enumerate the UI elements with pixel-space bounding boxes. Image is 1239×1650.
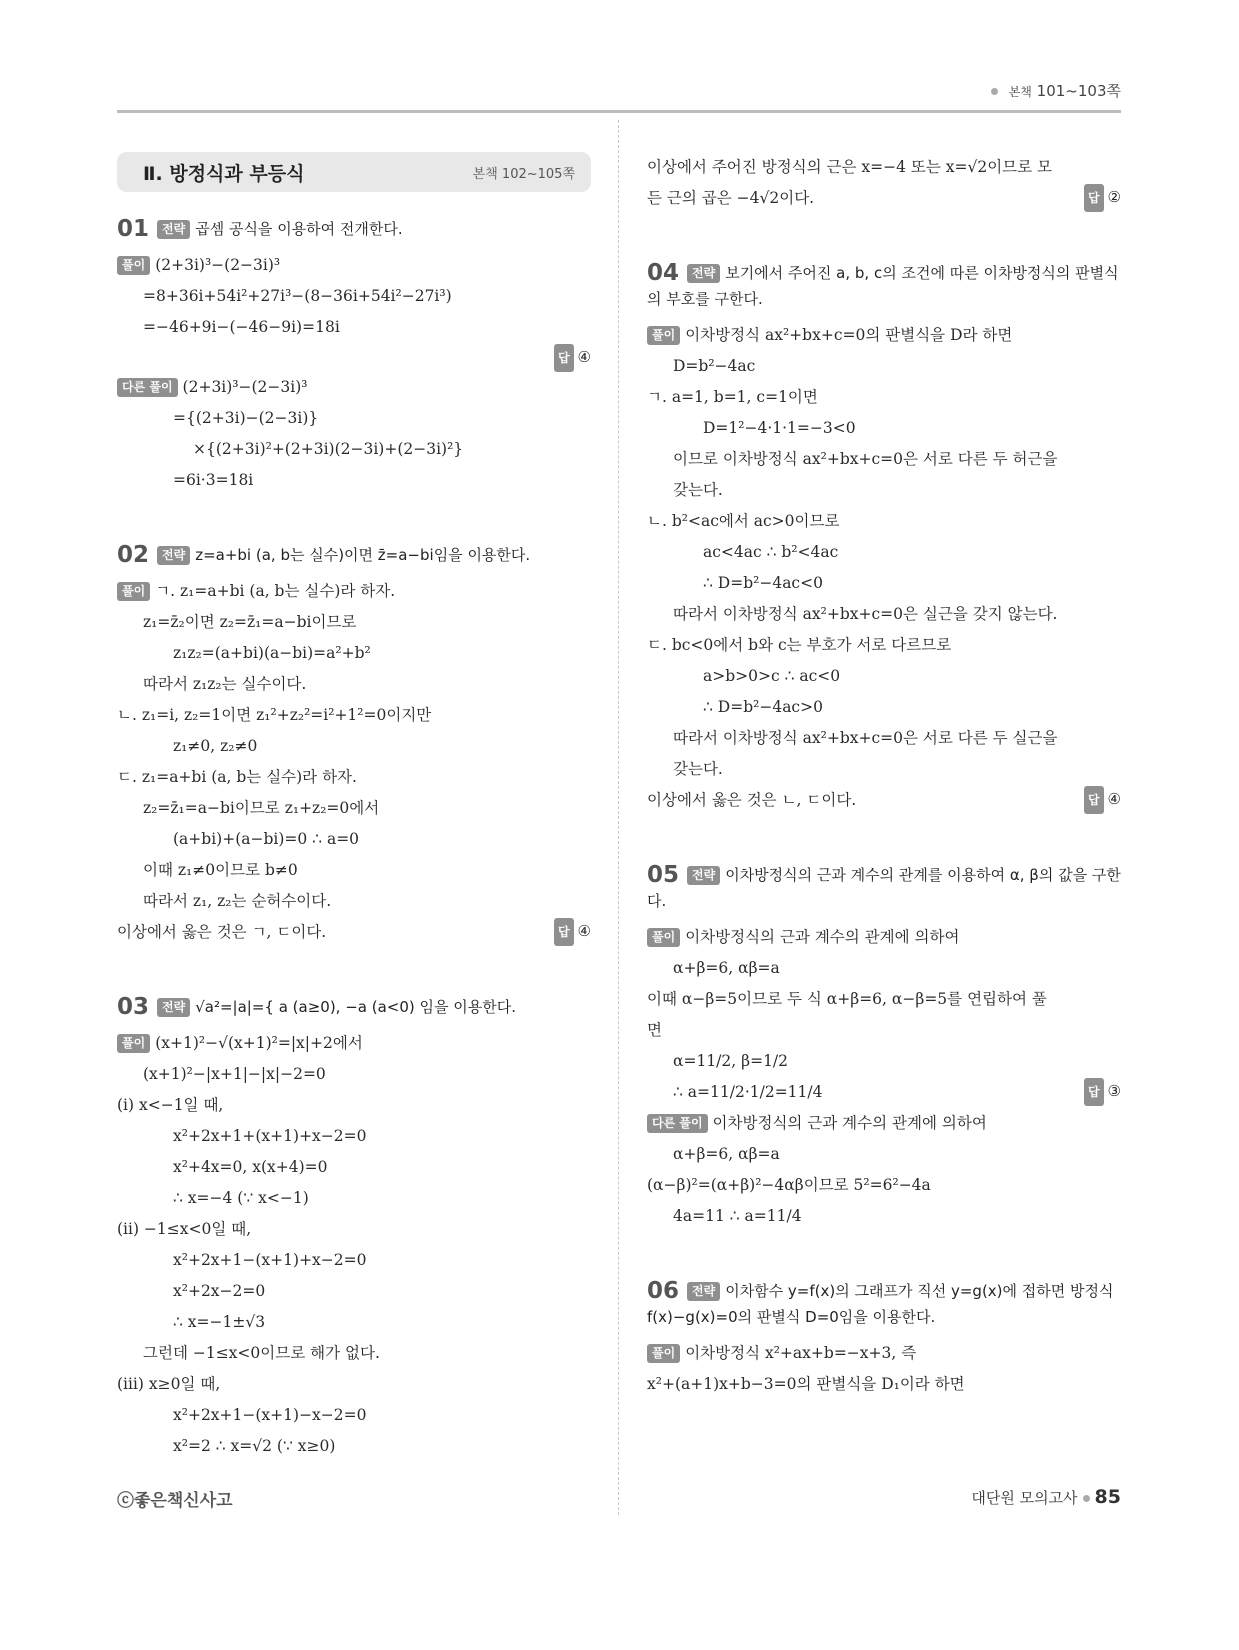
line-text: ㄷ. bc<0에서 b와 c는 부호가 서로 다르므로 <box>647 636 952 654</box>
strategy-tag: 전략 <box>687 1282 720 1301</box>
solution-line <box>117 1276 591 1307</box>
solution-line <box>117 855 591 886</box>
line-text: 그런데 −1≤x<0이므로 해가 없다. <box>143 1344 380 1362</box>
bullet-icon <box>1083 1495 1090 1502</box>
problem-05 <box>647 862 1121 1232</box>
solution-line <box>117 312 591 343</box>
solution-line <box>647 599 1121 630</box>
line-text: (2+3i)³−(2−3i)³ <box>155 256 281 274</box>
strategy-text: 이차함수 y=f(x)의 그래프가 직선 y=g(x)에 접하면 방정식 f(x)−g(x)=0의 판별식 D=0임을 이용한다. <box>647 1282 1114 1326</box>
solution-line <box>117 1121 591 1152</box>
strategy-text: √a²=|a|={ a (a≥0), −a (a<0) 임을 이용한다. <box>195 998 516 1016</box>
solution-line <box>647 1201 1121 1232</box>
solution-line <box>647 152 1121 183</box>
solution-line <box>117 1028 591 1059</box>
problem-04 <box>647 260 1121 816</box>
problem-cont <box>647 152 1121 214</box>
solution-line <box>117 824 591 855</box>
solution-line <box>647 320 1121 351</box>
solution-tag: 풀이 <box>117 256 150 275</box>
line-text: x²+2x+1−(x+1)−x−2=0 <box>173 1406 367 1424</box>
line-text: 이차방정식의 근과 계수의 관계에 의하여 <box>685 928 960 946</box>
solution-line <box>647 922 1121 953</box>
problem-number: 01 <box>117 216 150 242</box>
line-text: ∴ D=b²−4ac<0 <box>703 574 823 592</box>
publisher-logo: ⓒ좋은책신사고 <box>117 1491 233 1511</box>
problem-number: 03 <box>117 994 150 1020</box>
header-rule <box>117 110 1121 113</box>
answer-tag: 답 <box>1084 786 1104 814</box>
problem-01 <box>117 216 591 496</box>
line-text: D=b²−4ac <box>673 357 756 375</box>
line-text: α+β=6, αβ=a <box>673 1145 780 1163</box>
answer-tag: 답 <box>554 918 574 946</box>
solution-line <box>647 351 1121 382</box>
strategy-text: 이차방정식의 근과 계수의 관계를 이용하여 α, β의 값을 구한다. <box>647 866 1121 910</box>
chapter-banner <box>117 152 591 192</box>
line-text: =−46+9i−(−46−9i)=18i <box>143 318 340 336</box>
answer-value: ④ <box>577 348 591 366</box>
line-text: 이차방정식의 근과 계수의 관계에 의하여 <box>712 1114 987 1132</box>
line-text: (ⅰ) x<−1일 때, <box>117 1096 224 1114</box>
line-text: =6i·3=18i <box>173 471 254 489</box>
line-text: ×{(2+3i)²+(2+3i)(2−3i)+(2−3i)²} <box>193 440 464 458</box>
line-text: (ⅲ) x≥0일 때, <box>117 1375 221 1393</box>
solution-line <box>117 1090 591 1121</box>
answer-value: ④ <box>1107 790 1121 808</box>
solution-line <box>647 444 1121 475</box>
line-text: ∴ D=b²−4ac>0 <box>703 698 823 716</box>
answer-value: ④ <box>577 922 591 940</box>
solution-line <box>647 723 1121 754</box>
line-text: x²+2x+1−(x+1)+x−2=0 <box>173 1251 367 1269</box>
solution-line <box>647 537 1121 568</box>
solution-line <box>117 607 591 638</box>
solution-line <box>117 1152 591 1183</box>
solution-line <box>647 692 1121 723</box>
solution-line <box>117 372 591 403</box>
line-text: x²+2x−2=0 <box>173 1282 266 1300</box>
line-text: ㄷ. z₁=a+bi (a, b는 실수)라 하자. <box>117 768 357 786</box>
line-text: 4a=11 ∴ a=11/4 <box>673 1207 802 1225</box>
line-text: ={(2+3i)−(2−3i)} <box>173 409 319 427</box>
solution-line <box>117 1183 591 1214</box>
solution-tag: 풀이 <box>647 326 680 345</box>
page-reference: 본책 101~103쪽 <box>991 80 1121 101</box>
solution-line <box>647 1077 1121 1108</box>
solution-line <box>647 506 1121 537</box>
line-text: 따라서 z₁z₂는 실수이다. <box>143 675 307 693</box>
line-text: (2+3i)³−(2−3i)³ <box>182 378 308 396</box>
solution-line <box>117 638 591 669</box>
solution-line <box>117 576 591 607</box>
solution-line <box>117 1214 591 1245</box>
line-text: (α−β)²=(α+β)²−4αβ이므로 5²=6²−4a <box>647 1176 931 1194</box>
solution-line <box>647 984 1121 1015</box>
solution-line <box>117 917 591 948</box>
line-text: 면 <box>647 1021 662 1039</box>
line-text: x²+4x=0, x(x+4)=0 <box>173 1158 328 1176</box>
problem-header <box>647 862 1121 914</box>
strategy-text: z=a+bi (a, b는 실수)이면 z̄=a−bi임을 이용한다. <box>195 546 531 564</box>
solution-line <box>117 1307 591 1338</box>
chapter-pages: 본책 102~105쪽 <box>472 166 575 182</box>
column-divider <box>618 120 619 1515</box>
line-text: ac<4ac ∴ b²<4ac <box>703 543 839 561</box>
answer-value: ③ <box>1107 1082 1121 1100</box>
solution-line <box>647 382 1121 413</box>
line-text: a>b>0>c ∴ ac<0 <box>703 667 841 685</box>
solution-line <box>647 1046 1121 1077</box>
solution-line <box>647 1369 1121 1400</box>
answer-tag: 답 <box>1084 184 1104 212</box>
answer <box>117 343 591 372</box>
line-text: ㄱ. z₁=a+bi (a, b는 실수)라 하자. <box>155 582 396 600</box>
problem-header <box>647 260 1121 312</box>
solution-line <box>647 1170 1121 1201</box>
left-column <box>117 152 591 1508</box>
line-text: 이차방정식 x²+ax+b=−x+3, 즉 <box>685 1344 917 1362</box>
line-text: z₁≠0, z₂≠0 <box>173 737 258 755</box>
solution-line <box>117 403 591 434</box>
line-text: 든 근의 곱은 −4√2이다. <box>647 189 815 207</box>
line-text: x²=2 ∴ x=√2 (∵ x≥0) <box>173 1437 336 1455</box>
line-text: ∴ x=−4 (∵ x<−1) <box>173 1189 309 1207</box>
chapter-title: Ⅱ. 방정식과 부등식 <box>143 162 305 185</box>
answer-value: ② <box>1107 188 1121 206</box>
line-text: (x+1)²−|x+1|−|x|−2=0 <box>143 1065 326 1083</box>
line-text: 이때 z₁≠0이므로 b≠0 <box>143 861 298 879</box>
solution-line <box>647 661 1121 692</box>
solution-line <box>117 669 591 700</box>
solution-line <box>647 1338 1121 1369</box>
line-text: 이상에서 주어진 방정식의 근은 x=−4 또는 x=√2이므로 모 <box>647 158 1053 176</box>
solution-line <box>117 434 591 465</box>
solution-line <box>117 1400 591 1431</box>
line-text: z₂=z̄₁=a−bi이므로 z₁+z₂=0에서 <box>143 799 380 817</box>
line-text: 이때 α−β=5이므로 두 식 α+β=6, α−β=5를 연립하여 풀 <box>647 990 1047 1008</box>
problem-number: 05 <box>647 862 680 888</box>
alt-solution-tag: 다른 풀이 <box>647 1114 708 1133</box>
strategy-tag: 전략 <box>687 264 720 283</box>
line-text: α+β=6, αβ=a <box>673 959 780 977</box>
solution-line <box>117 762 591 793</box>
line-text: 따라서 z₁, z₂는 순허수이다. <box>143 892 332 910</box>
line-text: 이차방정식 ax²+bx+c=0의 판별식을 D라 하면 <box>685 326 1013 344</box>
solution-line <box>647 953 1121 984</box>
solution-line <box>117 1369 591 1400</box>
solution-line <box>117 1059 591 1090</box>
line-text: (a+bi)+(a−bi)=0 ∴ a=0 <box>173 830 360 848</box>
line-text: 이상에서 옳은 것은 ㄴ, ㄷ이다. <box>647 791 857 809</box>
section-name: 대단원 모의고사 <box>971 1489 1078 1507</box>
solution-line <box>647 183 1121 214</box>
solution-line <box>647 1139 1121 1170</box>
strategy-text: 곱셈 공식을 이용하여 전개한다. <box>195 220 403 238</box>
solution-line <box>117 1245 591 1276</box>
answer-tag: 답 <box>1084 1078 1104 1106</box>
right-column <box>647 152 1121 1446</box>
problem-number: 02 <box>117 542 150 568</box>
solution-line <box>117 886 591 917</box>
solution-line <box>647 754 1121 785</box>
line-text: z₁z₂=(a+bi)(a−bi)=a²+b² <box>173 644 371 662</box>
solution-line <box>117 281 591 312</box>
line-text: (x+1)²−√(x+1)²=|x|+2에서 <box>155 1034 363 1052</box>
line-text: x²+2x+1+(x+1)+x−2=0 <box>173 1127 367 1145</box>
problem-number: 04 <box>647 260 680 286</box>
line-text: 이므로 이차방정식 ax²+bx+c=0은 서로 다른 두 허근을 <box>673 450 1058 468</box>
problem-06 <box>647 1278 1121 1400</box>
strategy-tag: 전략 <box>687 866 720 885</box>
line-text: ㄴ. z₁=i, z₂=1이면 z₁²+z₂²=i²+1²=0이지만 <box>117 706 432 724</box>
problem-header <box>117 216 591 242</box>
line-text: ∴ x=−1±√3 <box>173 1313 266 1331</box>
problem-03 <box>117 994 591 1462</box>
page-footer <box>971 1486 1121 1508</box>
strategy-tag: 전략 <box>157 998 190 1017</box>
solution-line <box>117 731 591 762</box>
solution-line <box>647 413 1121 444</box>
line-text: D=1²−4·1·1=−3<0 <box>703 419 856 437</box>
solution-line <box>117 793 591 824</box>
problem-number: 06 <box>647 1278 680 1304</box>
problem-header <box>117 994 591 1020</box>
line-text: ∴ a=11/2·1/2=11/4 <box>673 1083 823 1101</box>
solution-tag: 풀이 <box>117 1034 150 1053</box>
solution-line <box>117 465 591 496</box>
problem-header <box>117 542 591 568</box>
strategy-text: 보기에서 주어진 a, b, c의 조건에 따른 이차방정식의 판별식의 부호를 구한다. <box>647 264 1119 308</box>
solution-tag: 풀이 <box>647 928 680 947</box>
solution-line <box>117 1338 591 1369</box>
solution-line <box>647 568 1121 599</box>
alt-solution-tag: 다른 풀이 <box>117 378 178 397</box>
line-text: α=11/2, β=1/2 <box>673 1052 789 1070</box>
line-text: 갖는다. <box>673 481 723 499</box>
line-text: ㄴ. b²<ac에서 ac>0이므로 <box>647 512 840 530</box>
solution-line <box>647 785 1121 816</box>
line-text: 갖는다. <box>673 760 723 778</box>
solution-line <box>647 475 1121 506</box>
line-text: 따라서 이차방정식 ax²+bx+c=0은 서로 다른 두 실근을 <box>673 729 1058 747</box>
solution-line <box>647 1108 1121 1139</box>
answer-tag: 답 <box>554 344 574 372</box>
solution-line <box>117 250 591 281</box>
line-text: x²+(a+1)x+b−3=0의 판별식을 D₁이라 하면 <box>647 1375 965 1393</box>
strategy-tag: 전략 <box>157 220 190 239</box>
problem-02 <box>117 542 591 948</box>
line-text: ㄱ. a=1, b=1, c=1이면 <box>647 388 818 406</box>
line-text: 이상에서 옳은 것은 ㄱ, ㄷ이다. <box>117 923 327 941</box>
problem-header <box>647 1278 1121 1330</box>
solution-line <box>117 700 591 731</box>
page-number: 85 <box>1094 1486 1121 1508</box>
bullet-icon <box>991 88 998 95</box>
line-text: 따라서 이차방정식 ax²+bx+c=0은 실근을 갖지 않는다. <box>673 605 1058 623</box>
solution-tag: 풀이 <box>647 1344 680 1363</box>
strategy-tag: 전략 <box>157 546 190 565</box>
solution-line <box>117 1431 591 1462</box>
line-text: (ⅱ) −1≤x<0일 때, <box>117 1220 252 1238</box>
solution-line <box>647 1015 1121 1046</box>
solution-tag: 풀이 <box>117 582 150 601</box>
line-text: z₁=z̄₂이면 z₂=z̄₁=a−bi이므로 <box>143 613 357 631</box>
solution-line <box>647 630 1121 661</box>
line-text: =8+36i+54i²+27i³−(8−36i+54i²−27i³) <box>143 287 452 305</box>
